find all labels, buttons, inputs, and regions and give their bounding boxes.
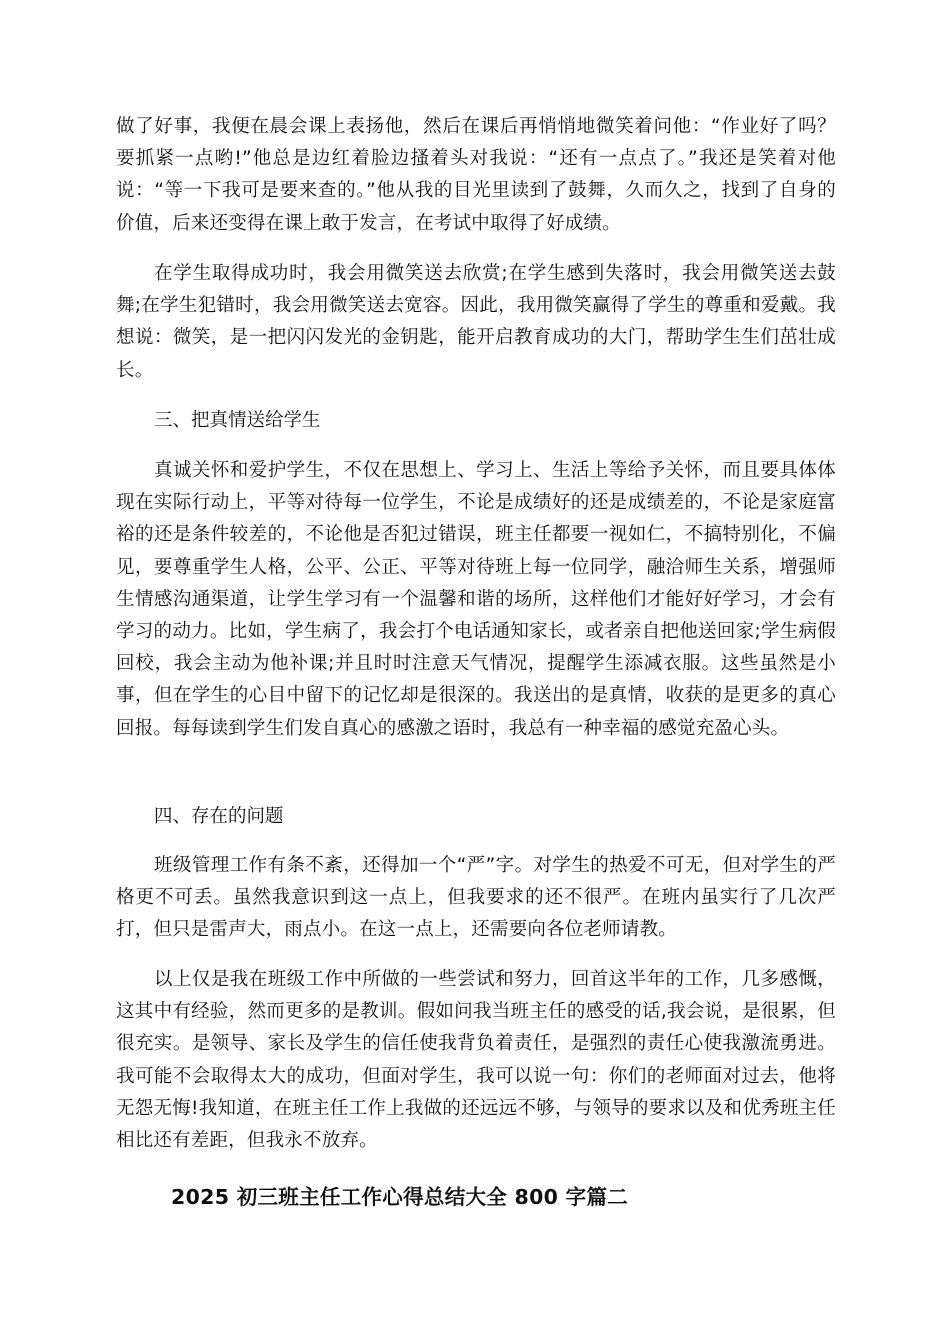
paragraph-sincere-care: 真诚关怀和爱护学生，不仅在思想上、学习上、生活上等给予关怀，而且要具体体现在实际行动上，平等对待每一位学生，不论是成绩好的还是成绩差的，不论是家庭富裕的还是条件较差的，不论他是否犯过错误，班主任都要一视如仁，不搞特别化，不偏见，要尊重学生人格，公平、公正、平等对待班上每一位同学，融洽师生关系，增强师生情感沟通渠道，让学生学习有一个温馨和谐的场所，这样他们才能好好学习，才会有学习的动力。比如，学生病了，我会打个电话通知家长，或者亲自把他送回家;学生病假回校，我会主动为他补课;并且时时注意天气情况，提醒学生添减衣服。这些虽然是小事，但在学生的心目中留下的记忆却是很深的。我送出的是真情，收获的是更多的真心回报。每每读到学生们发自真心的感激之语时，我总有一种幸福的感觉充盈心头。 (116, 460, 836, 739)
next-article-title: 2025 初三班主任工作心得总结大全 800 字篇二 (171, 1185, 629, 1209)
paragraph-strictness: 班级管理工作有条不紊，还得加一个“严”字。对学生的热爱不可无，但对学生的严格更不可丢。虽然我意识到这一点上，但我要求的还不很严。在班内虽实行了几次严打，但只是雷声大，雨点小。在这一点上，还需要向各位老师请教。 (116, 855, 836, 941)
paragraph-smile: 在学生取得成功时，我会用微笑送去欣赏;在学生感到失落时，我会用微笑送去鼓舞;在学生犯错时，我会用微笑送去宽容。因此，我用微笑赢得了学生的尊重和爱戴。我想说：微笑，是一把闪闪发光的金钥匙，能开启教育成功的大门，帮助学生生们茁壮成长。 (116, 263, 836, 381)
paragraph-conclusion: 以上仅是我在班级工作中所做的一些尝试和努力，回首这半年的工作，几多感慨，这其中有经验，然而更多的是教训。假如问我当班主任的感受的话,我会说，是很累，但很充实。是领导、家长及学生的信任使我背负着责任，是强烈的责任心使我激流勇进。我可能不会取得太大的成功，但面对学生，我可以说一句：你们的老师面对过去，他将无怨无悔!我知道，在班主任工作上我做的还远远不够，与领导的要求以及和优秀班主任相比还有差距，但我永不放弃。 (116, 969, 836, 1152)
paragraph-praise-continuation: 做了好事，我便在晨会课上表扬他，然后在课后再悄悄地微笑着问他：“作业好了吗？要抓紧一点哟!”他总是边红着脸边搔着头对我说：“还有一点点了。”我还是笑着对他说：“等一下我可是要来查的。”他从我的目光里读到了鼓舞，久而久之，找到了自身的价值，后来还变得在课上敢于发言，在考试中取得了好成绩。 (116, 116, 836, 234)
section-heading-four: 四、存在的问题 (154, 806, 284, 827)
section-heading-three: 三、把真情送给学生 (154, 410, 321, 431)
